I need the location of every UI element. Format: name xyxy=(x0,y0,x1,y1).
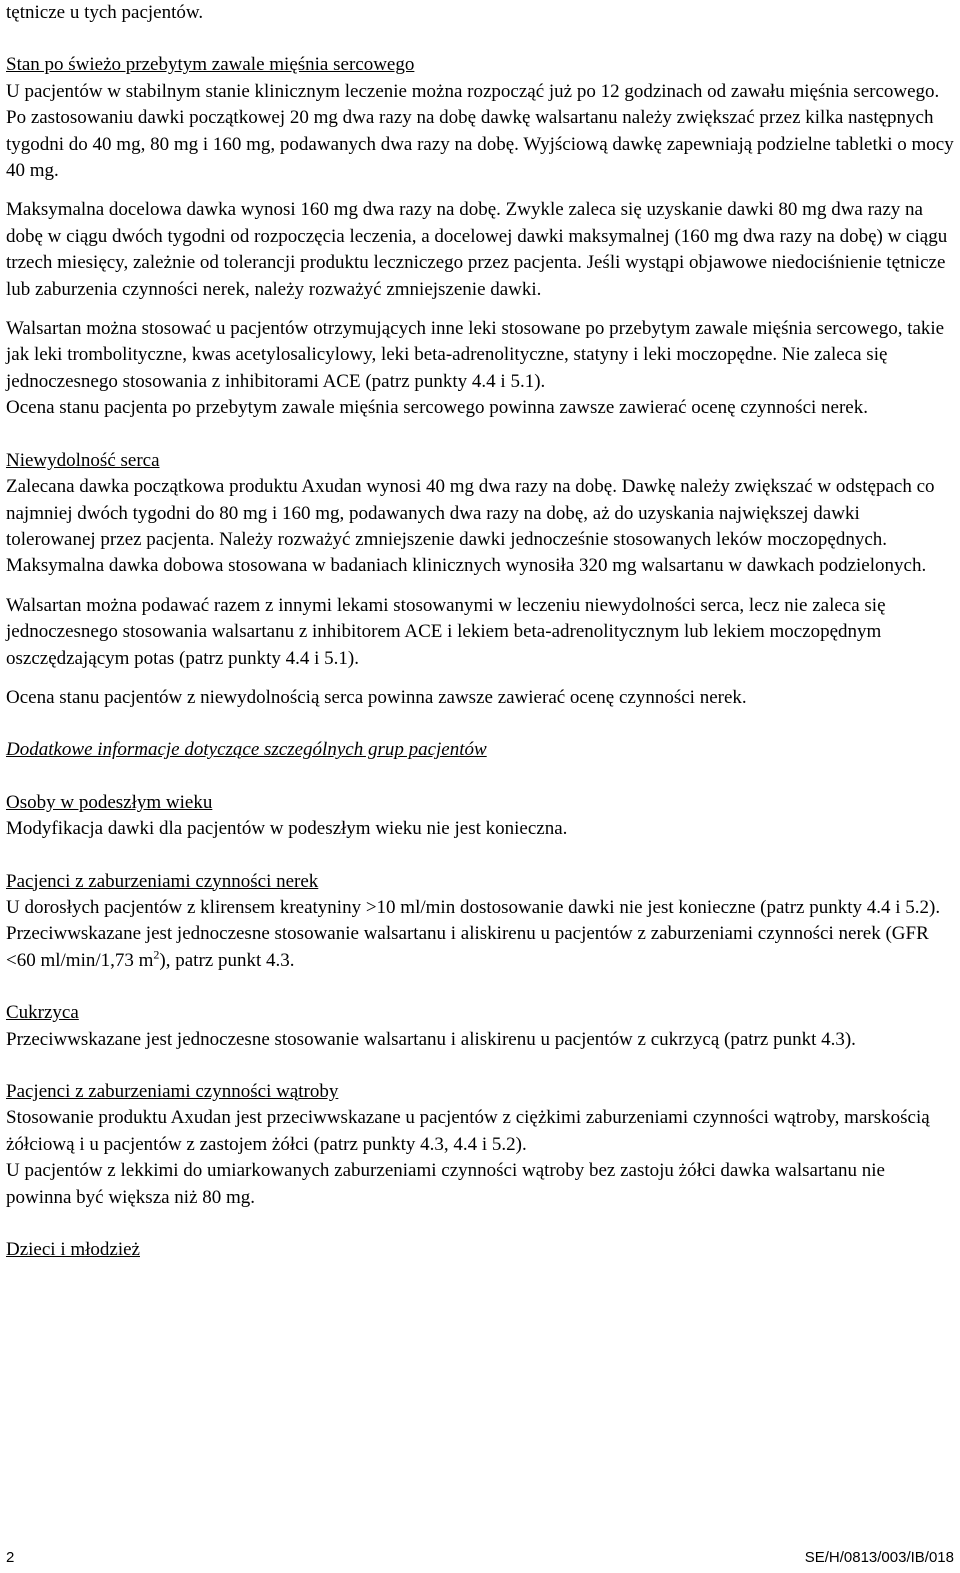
paragraph: U pacjentów w stabilnym stanie klinicznym leczenie można rozpocząć już po 12 godzinach od zawału mięśnia sercowego. Po zastosowaniu dawki początkowej 20 mg dwa razy na dobę dawkę walsartanu należy zwiększać przez kilka następnych tygodni do 40 mg, 80 mg i 160 mg, podawanych dwa razy na dobę. Wyjściową dawkę zapewniają podzielne tabletki o mocy 40 mg. xyxy=(6,80,954,182)
document-code: SE/H/0813/003/IB/018 xyxy=(804,1549,954,1566)
document-page xyxy=(6,0,954,1263)
heading-diabetes: Cukrzyca xyxy=(6,1002,79,1024)
paragraph: Walsartan można podawać razem z innymi lekami stosowanymi w leczeniu niewydolności serca, lecz nie zaleca się jednoczesnego stosowania walsartanu z inhibitorem ACE i lekiem beta-adrenolitycznym lub lekiem moczopędnym oszczędzającym potas (patrz punkty 4.4 i 5.1). xyxy=(6,594,886,669)
heading-hepatic-impairment: Pacjenci z zaburzeniami czynności wątroby xyxy=(6,1081,339,1102)
paragraph: Zalecana dawka początkowa produktu Axudan wynosi 40 mg dwa razy na dobę. Dawkę należy zwiększać w odstępach co najmniej dwóch tygodni do 80 mg i 160 mg, podawanych dwa razy na dobę, aż do uzyskania największej dawki tolerowanej przez pacjenta. Należy rozważyć zmniejszenie dawki jednocześnie stosowanych leków moczopędnych. Maksymalna dawka dobowa stosowana w badaniach klinicznych wynosiła 320 mg walsartanu w dawkach podzielonych. xyxy=(6,476,935,577)
heading-heart-failure: Niewydolność serca xyxy=(6,449,160,471)
heading-paediatric: Dzieci i młodzież xyxy=(6,1239,140,1261)
heading-myocardial-infarction: Stan po świeżo przebytym zawale mięśnia sercowego xyxy=(6,54,415,76)
page-footer xyxy=(6,1545,954,1571)
paragraph: Modyfikacja dawki dla pacjentów w podeszłym wieku nie jest konieczna. xyxy=(6,818,568,840)
superscript: 2 xyxy=(153,947,160,962)
text-span: Przeciwwskazane jest jednoczesne stosowanie walsartanu i aliskirenu u pacjentów z zaburzeniami czynności nerek (GFR <60 ml/min/1,73 m xyxy=(6,923,929,971)
paragraph: Maksymalna docelowa dawka wynosi 160 mg dwa razy na dobę. Zwykle zaleca się uzyskanie dawki 80 mg dwa razy na dobę w ciągu dwóch tygodni od rozpoczęcia leczenia, a docelowej dawki maksymalnej (160 mg dwa razy na dobę) w ciągu trzech miesięcy, zależnie od tolerancji produktu leczniczego przez pacjenta. Jeśli wystąpi objawowe niedociśnienie tętnicze lub zaburzenia czynności nerek, należy rozważyć zmniejszenie dawki. xyxy=(6,199,948,300)
paragraph-gfr xyxy=(6,921,954,974)
page-number: 2 xyxy=(6,1549,15,1566)
text-span: ), patrz punkt 4.3. xyxy=(159,949,295,971)
paragraph: Walsartan można stosować u pacjentów otrzymujących inne leki stosowane po przebytym zawale mięśnia sercowego, takie jak leki trombolityczne, kwas acetylosalicylowy, leki beta-adrenolityczne, statyny i leki moczopędne. Nie zaleca się jednoczesnego stosowania z inhibitorami ACE (patrz punkty 4.4 i 5.1). xyxy=(6,318,945,392)
heading-renal-impairment: Pacjenci z zaburzeniami czynności nerek xyxy=(6,870,319,892)
intro-text: tętnicze u tych pacjentów. xyxy=(6,2,204,23)
heading-special-populations: Dodatkowe informacje dotyczące szczególnych grup pacjentów xyxy=(6,739,487,761)
paragraph: Przeciwwskazane jest jednoczesne stosowanie walsartanu i aliskirenu u pacjentów z cukrzycą (patrz punkt 4.3). xyxy=(6,1028,856,1050)
paragraph: Ocena stanu pacjenta po przebytym zawale mięśnia sercowego powinna zawsze zawierać ocenę czynności nerek. xyxy=(6,397,868,419)
heading-elderly: Osoby w podeszłym wieku xyxy=(6,791,213,813)
paragraph: Stosowanie produktu Axudan jest przeciwwskazane u pacjentów z ciężkimi zaburzeniami czynności wątroby, marskością żółciową i u pacjentów z zastojem żółci (patrz punkty 4.3, 4.4 i 5.2). xyxy=(6,1107,930,1155)
paragraph: U pacjentów z lekkimi do umiarkowanych zaburzeniami czynności wątroby bez zastoju żółci dawka walsartanu nie powinna być większa niż 80 mg. xyxy=(6,1160,885,1208)
paragraph: U dorosłych pacjentów z klirensem kreatyniny >10 ml/min dostosowanie dawki nie jest konieczne (patrz punkty 4.4 i 5.2). xyxy=(6,896,941,918)
paragraph: Ocena stanu pacjentów z niewydolnością serca powinna zawsze zawierać ocenę czynności nerek. xyxy=(6,686,747,708)
